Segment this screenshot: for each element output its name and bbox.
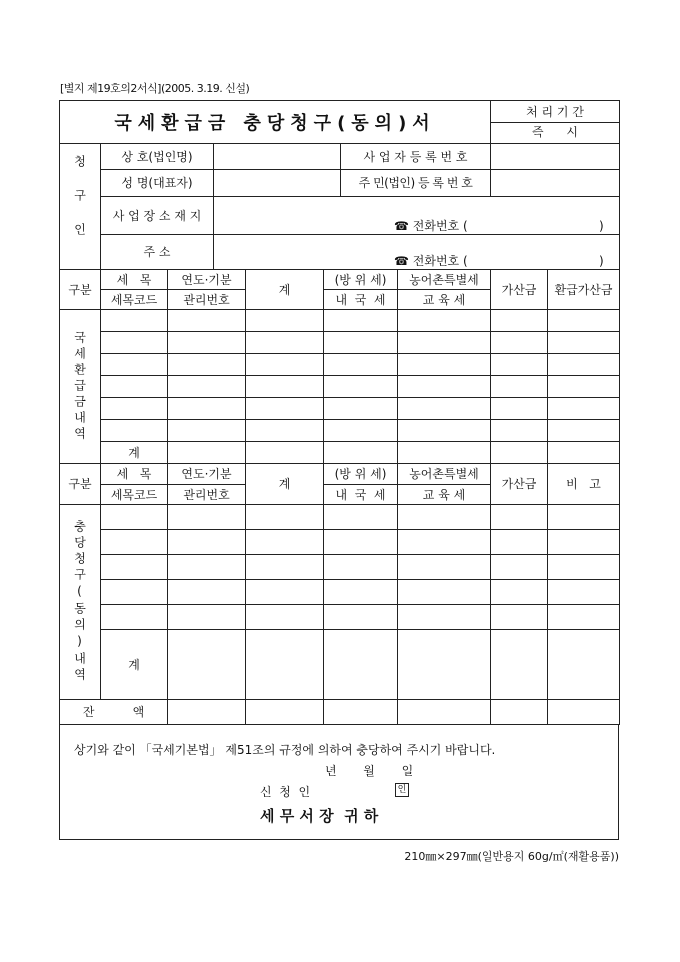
cell[interactable] [101,529,168,554]
biz-address-label: 사 업 장 소 재 지 [101,196,214,234]
remarks-header: 비 고 [548,464,620,504]
cell[interactable] [246,376,324,398]
defense-header: (방 위 세) [324,270,398,290]
cell[interactable] [168,529,246,554]
cell[interactable] [398,579,491,604]
cell[interactable] [101,354,168,376]
table-row [60,332,620,354]
section-label-text: 충당청구(동의)내역 [72,519,87,684]
cell[interactable] [324,554,398,579]
date-line: 년 월 일 [325,764,414,778]
cell[interactable] [324,579,398,604]
cell[interactable] [324,629,398,699]
gubun-header: 구분 [60,270,101,310]
cell[interactable] [491,504,548,529]
cell[interactable] [101,376,168,398]
address-field[interactable]: ☎ 전화번호 ( ) [214,234,620,269]
cell[interactable] [101,604,168,629]
cell[interactable] [548,354,620,376]
table-row [60,604,620,629]
addressee: 세 무 서 장 귀 하 [260,807,379,825]
cell[interactable] [548,700,620,725]
cell[interactable] [324,504,398,529]
cell[interactable] [398,332,491,354]
applicant-sign-label: 신 청 인 [260,785,311,799]
cell[interactable] [168,398,246,420]
resident-no-label: 주 민(법인) 등 록 번 호 [341,169,491,196]
cell[interactable] [101,554,168,579]
cell[interactable] [101,579,168,604]
rural-header: 농어촌특별세 [398,464,491,484]
cell[interactable] [168,442,246,464]
cell[interactable] [246,420,324,442]
national-header: 내 국 세 [324,484,398,504]
charge-table [59,464,620,700]
cell[interactable] [246,354,324,376]
total-header: 계 [246,464,324,504]
cell[interactable] [101,504,168,529]
cell[interactable] [168,700,246,725]
form-title: 국세환급금 충당청구(동의)서 [60,101,491,144]
applicant-table [59,144,620,270]
company-field[interactable] [214,144,341,169]
table-row [60,398,620,420]
cell[interactable] [324,354,398,376]
year-header: 연도·기분 [168,270,246,290]
cell[interactable] [491,529,548,554]
table-row [60,376,620,398]
refund-table [59,270,620,465]
cell[interactable] [548,420,620,442]
cell[interactable] [491,398,548,420]
mgmt-no-header: 관리번호 [168,290,246,310]
total-label: 계 [101,442,168,464]
rural-header: 농어촌특별세 [398,270,491,290]
cell[interactable] [548,629,620,699]
cell[interactable] [491,629,548,699]
cell[interactable] [101,420,168,442]
cell[interactable] [246,504,324,529]
section-label [60,504,101,699]
applicant-section-label: 청구인 [60,144,101,269]
edu-header: 교 육 세 [398,290,491,310]
cell[interactable] [168,332,246,354]
cell[interactable] [168,579,246,604]
cell[interactable] [324,700,398,725]
cell[interactable] [491,579,548,604]
cell[interactable] [398,529,491,554]
phone-label: ☎ 전화번호 ( [394,253,468,268]
cell[interactable] [548,579,620,604]
cell[interactable] [548,604,620,629]
cell[interactable] [101,310,168,332]
cell[interactable] [398,376,491,398]
cell[interactable] [398,310,491,332]
cell[interactable] [246,310,324,332]
resident-no-field[interactable] [491,169,620,196]
paper-spec: 210㎜×297㎜(일반용지 60g/㎡(재활용품)) [404,850,619,863]
phone-label: ☎ 전화번호 ( [394,218,468,233]
cell[interactable] [548,310,620,332]
cell[interactable] [491,376,548,398]
cell[interactable] [246,604,324,629]
total-row [60,442,620,464]
cell[interactable] [101,398,168,420]
refund-charge-form [59,100,619,864]
cell[interactable] [246,398,324,420]
cell[interactable] [324,376,398,398]
table-row [60,529,620,554]
mgmt-no-header: 관리번호 [168,484,246,504]
form-reference: [별지 제19호의2서식](2005. 3.19. 신설) [60,82,250,95]
tax-code-header: 세목코드 [101,484,168,504]
cell[interactable] [491,354,548,376]
cell[interactable] [548,554,620,579]
cell[interactable] [491,554,548,579]
cell[interactable] [168,554,246,579]
table-row [60,310,620,332]
processing-period [491,101,620,144]
cell[interactable] [246,579,324,604]
biz-no-field[interactable] [491,144,620,169]
seal-mark: 인 [395,783,409,797]
cell[interactable] [246,629,324,699]
cell[interactable] [398,504,491,529]
cell[interactable] [246,529,324,554]
table-row [60,354,620,376]
section-label [60,310,101,464]
table-row [60,504,620,529]
gubun-header: 구분 [60,464,101,504]
cell[interactable] [398,398,491,420]
cell[interactable] [324,604,398,629]
defense-header: (방 위 세) [324,464,398,484]
cell[interactable] [246,332,324,354]
cell[interactable] [324,310,398,332]
biz-no-label: 사 업 자 등 록 번 호 [341,144,491,169]
statement-text: 상기와 같이 「국세기본법」 제51조의 규정에 의하여 충당하여 주시기 바랍니다. [74,743,496,757]
cell[interactable] [324,420,398,442]
balance-table [59,700,620,726]
cell[interactable] [548,376,620,398]
cell[interactable] [398,442,491,464]
cell[interactable] [398,629,491,699]
cell[interactable] [168,354,246,376]
cell[interactable] [168,504,246,529]
cell[interactable] [548,504,620,529]
cell[interactable] [246,442,324,464]
cell[interactable] [324,398,398,420]
penalty-header: 가산금 [491,464,548,504]
table-row [60,579,620,604]
cell[interactable] [168,420,246,442]
name-field[interactable] [214,169,341,196]
address-label: 주 소 [101,234,214,269]
cell[interactable] [324,529,398,554]
cell[interactable] [491,442,548,464]
cell[interactable] [168,629,246,699]
cell[interactable] [168,310,246,332]
total-row [60,629,620,699]
cell[interactable] [398,420,491,442]
total-label: 계 [101,629,168,699]
cell[interactable] [548,398,620,420]
edu-header: 교 육 세 [398,484,491,504]
cell[interactable] [398,554,491,579]
cell[interactable] [398,700,491,725]
national-header: 내 국 세 [324,290,398,310]
table-row [60,554,620,579]
cell[interactable] [548,332,620,354]
cell[interactable] [491,604,548,629]
tax-item-header: 세 목 [101,270,168,290]
total-header: 계 [246,270,324,310]
section-label-text: 국세환급금내역 [72,330,87,443]
year-header: 연도·기분 [168,464,246,484]
cell[interactable] [548,529,620,554]
cell[interactable] [398,354,491,376]
cell[interactable] [548,442,620,464]
penalty-header: 가산금 [491,270,548,310]
company-label: 상 호(법인명) [101,144,214,169]
cell[interactable] [101,332,168,354]
cell[interactable] [246,700,324,725]
table-row [60,420,620,442]
cell[interactable] [491,332,548,354]
cell[interactable] [168,376,246,398]
biz-address-field[interactable]: ☎ 전화번호 ( ) [214,196,620,234]
cell[interactable] [324,442,398,464]
tax-item-header: 세 목 [101,464,168,484]
cell[interactable] [168,604,246,629]
processing-period-label: 처 리 기 간 [491,103,619,123]
cell[interactable] [246,554,324,579]
cell[interactable] [491,700,548,725]
name-label: 성 명(대표자) [101,169,214,196]
refund-interest-header: 환급가산금 [548,270,620,310]
cell[interactable] [398,604,491,629]
cell[interactable] [491,310,548,332]
cell[interactable] [491,420,548,442]
processing-period-value: 즉 시 [531,124,579,139]
tax-code-header: 세목코드 [101,290,168,310]
statement-block [59,725,619,840]
balance-label: 잔 액 [60,700,168,725]
title-table [59,100,620,144]
cell[interactable] [324,332,398,354]
